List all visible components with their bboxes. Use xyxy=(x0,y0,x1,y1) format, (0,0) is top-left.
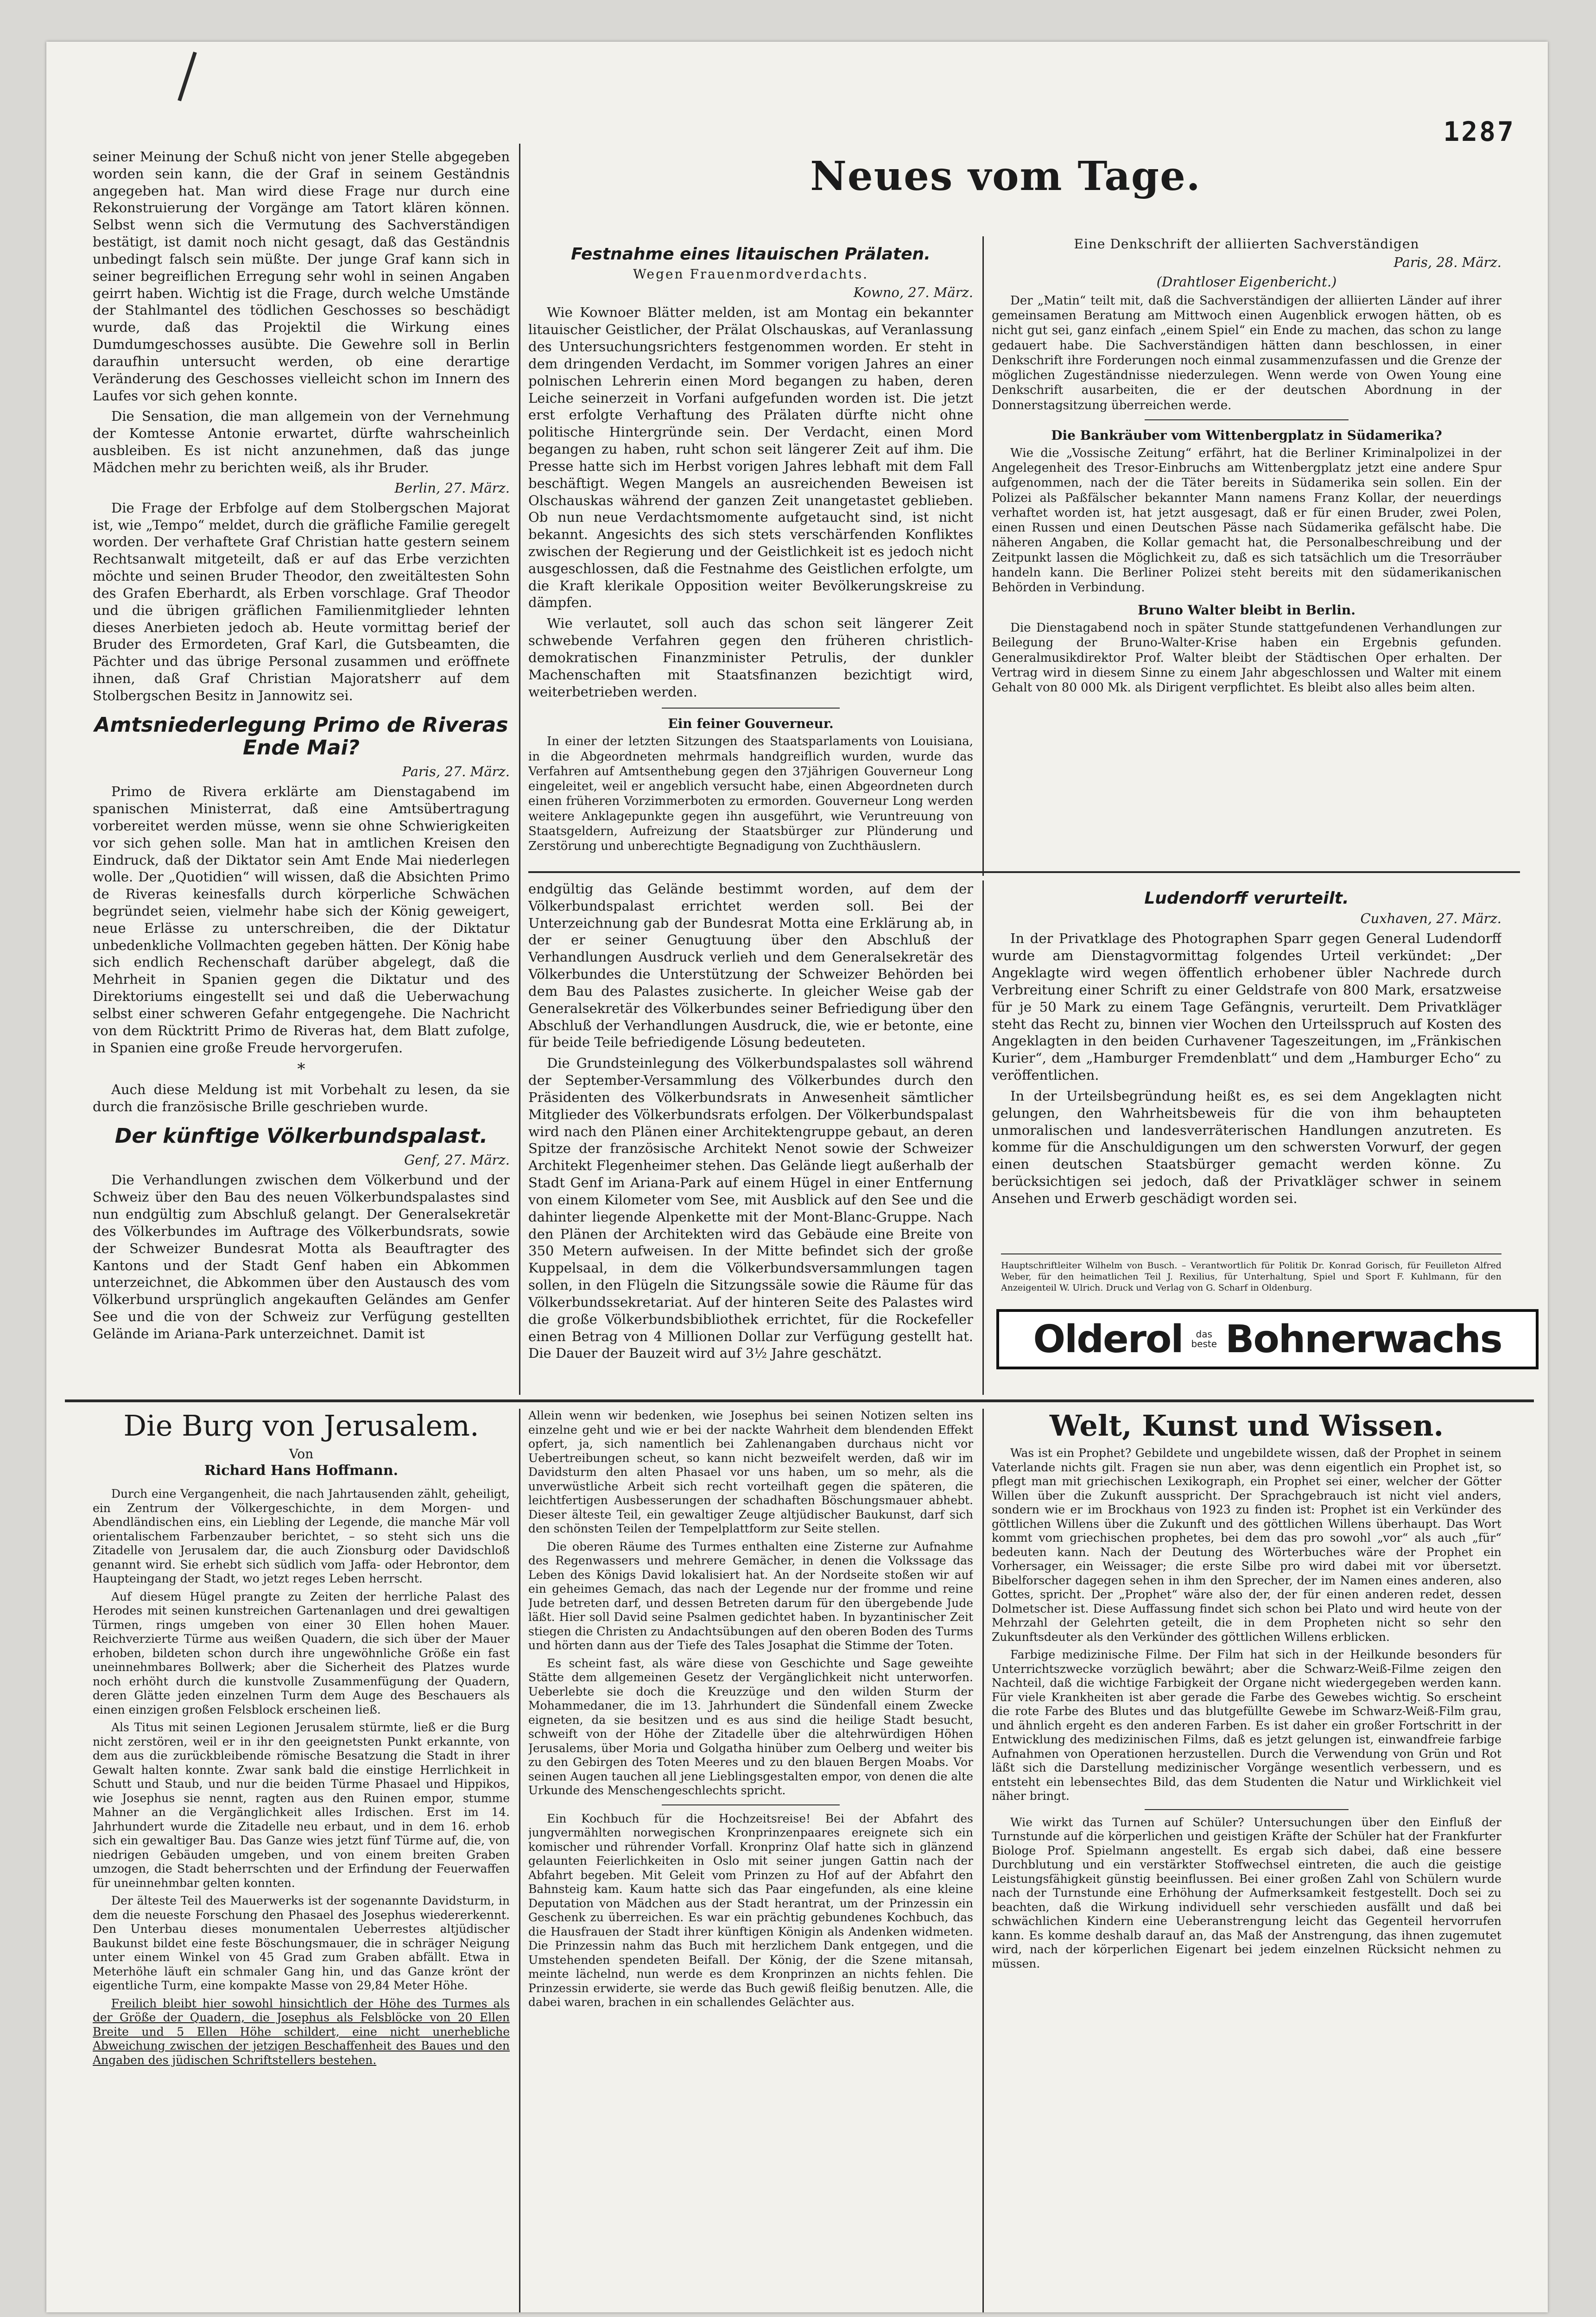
burg-column-2 xyxy=(528,1409,973,2312)
denkschrift-paragraph: Der „Matin“ teilt mit, daß die Sachverständigen der alliierten Länder auf ihrer gemeinsamen Beratung am Mittwoch einen Augenblick erwogen hätten, ob es nicht gut sei, ganz einfach „einem Spiel“ ein Ende zu machen, das schon zu lange gedauert habe. Die Sachverständigen hätten dann beschlossen, in einer Denkschrift ihre Forderungen noch einmal zusammenzufassen und die Grenze der möglichen Zugeständnisse niederzulegen. Wenn werde von Owen Young eine Denkschrift ausarbeiten, die er der deutschen Abordnung in der Donnerstagsitzung überreichen werde. xyxy=(992,294,1501,412)
ad-small-2: beste xyxy=(1191,1338,1217,1349)
bankraeuber-paragraph: Wie die „Vossische Zeitung“ erfährt, hat die Berliner Kriminalpolizei in der Angelegenheit des Tresor-Einbruchs am Wittenbergplatz jetzt eine andere Spur aufgenommen, nach der die Täter bereits in Südamerika sein sollen. Ein der Polizei als Paßfälscher bekannter Mann namens Franz Kollar, der neuerdings verhaftet worden ist, hat jetzt ausgesagt, daß er für einen Bruder, zwei Polen, einen Russen und einen Deutschen Pässe nach Südamerika gefälscht habe. Die näheren Angaben, die Kollar gemacht hat, die Personalbeschreibung und der Zeitpunkt lassen die Möglichkeit zu, daß es sich tatsächlich um die Tresorräuber handeln kann. Die Berliner Polizei steht bereits mit den südamerikanischen Behörden in Verbindung. xyxy=(992,446,1501,595)
column-rule-4 xyxy=(519,1409,520,2312)
advertisement-olderol xyxy=(996,1309,1539,1369)
headline-ludendorff: Ludendorff verurteilt. xyxy=(1144,889,1349,908)
neues-masthead-box xyxy=(528,153,1483,232)
headline-bankraeuber: Die Bankräuber vom Wittenbergplatz in Südamerika? xyxy=(1051,427,1442,443)
burg-column-1 xyxy=(93,1409,510,2312)
column-rule-2 xyxy=(982,236,984,876)
voelkerbund-paragraph-1: Die Verhandlungen zwischen dem Völkerbund und der Schweiz über den Bau des neuen Völkerbundspalastes sind nun endgültig zum Abschluß gelangt. Der Generalsekretär des Völkerbundes im Auftrage des Völkerbundsrats, sowie der Schweizer Bundesrat Motta als Beauftragter des Kantons und der Stadt Genf haben ein Abkommen unterzeichnet, die Abkommen über den Austausch des vom Völkerbund ursprünglich angekauften Geländes am Genfer See und die von der Schweiz zur Verfügung gestellten Gelände im Ariana-Park unterzeichnet. Damit ist xyxy=(93,1172,510,1342)
dateline-paris: Paris, 27. März. xyxy=(402,764,510,780)
burg-paragraph-2: Auf diesem Hügel prangte zu Zeiten der herrliche Palast des Herodes mit seinen kunstreichen Gartenanlagen und drei gewaltigen Türmen, rings umgeben von einer 30 Ellen hohen Mauer. Reichverzierte Türme aus weißen Quadern, die sich über der Mauer erhoben, bildeten schon durch ihre ungewöhnliche Größe ein fast uneinnehmbares Bollwerk; aber die Sicherheit des Platzes wurde noch erhöht durch die kunstvolle Zusammenfügung der Quadern, deren Glätte jeden einzelnen Turm dem Auge des Beschauers als einen einzigen großen Felsblock erscheinen ließ. xyxy=(93,1589,510,1716)
section-rule xyxy=(528,871,1520,873)
dateline-kowno: Kowno, 27. März. xyxy=(853,285,973,301)
headline-welt-kunst-wissen: Welt, Kunst und Wissen. xyxy=(1049,1409,1444,1443)
burg-paragraph-6: Allein wenn wir bedenken, wie Josephus bei seinen Notizen selten ins einzelne geht und wie er bei der nackte Wahrheit dem blendenden Effekt opfert, ja, sich namentlich bei Zahlenangaben durchaus nicht vor Uebertreibungen scheut, so kann nicht bezweifelt werden, daß wir im Davidsturm den alten Phasael vor uns haben, um so mehr, als die unverwüstliche Arbeit sich recht vorteilhaft gegen die späteren, die leichtfertigen Ausbesserungen der schadhaften Böschungsmauer abhebt. Dieser älteste Teil, ein gewaltiger Zeuge altjüdischer Baukunst, darf sich den schönsten Teilen der Tempelplattform zur Seite stellen. xyxy=(528,1409,973,1535)
dateline-genf: Genf, 27. März. xyxy=(404,1152,510,1168)
ad-small-text xyxy=(1191,1329,1217,1349)
welt-paragraph-prophet: Was ist ein Prophet? Gebildete und ungebildete wissen, daß der Prophet in seinem Vaterlande nichts gilt. Fragen sie nun aber, was denn eigentlich ein Prophet ist, so pflegt man mit griechischen Lexikograph, ein Prophet sei einer, welcher der Götter Willen über die Zukunft ausspricht. Der Sprachgebrauch ist nicht viel anders, sondern wie er im Brockhaus von 1923 zu finden ist: Prophet ist ein Verkünder des göttlichen Willens über die Zukunft und des göttlichen Willens überhaupt. Das Wort kommt vom griechischen prophetes, bei dem das pro sowohl „vor“ als auch „für“ bedeuten kann. Nach der Deutung des Wörterbuches wäre der Prophet ein Vorhersager, ein Weissager; die erste Silbe pro wird dabei mit vor übersetzt. Bibelforscher dagegen sehen in ihm den Sprecher, der im Namen eines anderen, also Gottes, spricht. Der „Prophet“ wäre also der, der für einen anderen redet, dessen Dolmetscher ist. Diese Auffassung findet sich schon bei Plato und wird heute von der Mehrzahl der Gelehrten geteilt, die in dem Propheten nicht so sehr den Zukunftsdeuter als den Verkünder des göttlichen Willens erblicken. xyxy=(992,1446,1501,1644)
newspaper-page xyxy=(46,42,1548,2312)
headline-gouverneur: Ein feiner Gouverneur. xyxy=(668,716,834,732)
divider xyxy=(662,1804,840,1805)
headline-voelkerbund: Der künftige Völkerbundspalast. xyxy=(114,1124,488,1148)
headline-primo: Amtsniederlegung Primo de Riveras Ende Mai? xyxy=(94,713,508,760)
ludendorff-paragraph-2: In der Urteilsbegründung heißt es, es sei dem Angeklagten nicht gelungen, den Wahrheitsbeweis für die von ihm behaupteten unmoralischen und landesverräterischen Handlungen anzutreten. Es komme für die Anschuldigungen um den schwersten Vorwurf, der gegen einen deutschen Staatsbürger gemacht werden könne. Zu berücksichtigen sei jedoch, daß der Privatkläger schwer in seinem Ansehen und Erwerb geschädigt worden sei. xyxy=(992,1088,1501,1206)
praelat-paragraph-1: Wie Kownoer Blätter melden, ist am Montag ein bekannter litauischer Geistlicher, der Prälat Olschauskas, auf Veranlassung des Untersuchungsrichters festgenommen worden. Er steht in dem dringenden Verdacht, im Sommer vorigen Jahres an einer polnischen Lehrerin einen Mord begangen zu haben, deren Leiche seinerzeit in Vorfani aufgefunden worden ist. Die jetzt erst erfolgte Verhaftung des Prälaten dürfte nicht ohne politische Hintergründe sein. Der Verdacht, einen Mord begangen zu haben, ruht schon seit längerer Zeit auf ihm. Die Presse hatte sich im Herbst vorigen Jahres lebhaft mit dem Fall beschäftigt. Wegen Mangels an ausreichenden Beweisen ist Olschauskas während der ganzen Zeit unangetastet geblieben. Ob nun neue Verdachtsmomente aufgetaucht sind, ist nicht bekannt. Angesichts des sich stets verschärfenden Konfliktes zwischen der Regierung und der Geistlichkeit ist es jedoch nicht ausgeschlossen, daß die Festnahme des Geistlichen erfolgte, um die Kraft klerikale Opposition weiter Bevölkerungskreise zu dämpfen. xyxy=(528,304,973,611)
divider xyxy=(1145,1809,1349,1810)
burg-paragraph-1: Durch eine Vergangenheit, die nach Jahrtausenden zählt, geheiligt, ein Zentrum der Völkergeschichte, in dem Morgen- und Abendländischen eins, ein Liebling der Legende, die manche Mär voll orientalischem Farbenzauber berichtet, – so steht sich uns die Zitadelle von Jerusalem dar, die auch Zionsburg oder Davidschloß genannt wird. Sie erhebt sich südlich vom Jaffa- oder Hebrontor, dem Haupteingang der Stadt, wo jetzt reges Leben herrscht. xyxy=(93,1487,510,1585)
column-rule-5 xyxy=(982,1409,984,2312)
ad-small-1: das xyxy=(1196,1329,1212,1340)
kochbuch-paragraph: Ein Kochbuch für die Hochzeitsreise! Bei der Abfahrt des jungvermählten norwegischen Kronprinzenpaares ereignete sich ein komischer und rührender Vorfall. Kronprinz Olaf hatte sich in glänzend gelaunten Feierlichkeiten in Oslo mit seiner jungen Gattin nach der Abfahrt begeben. Mit Geleit vom Prinzen zu Hof auf der Abfahrt den Bahnsteig kam. Kaum hatte sich das Paar eingefunden, als eine kleine Deputation von Mädchen aus der Stadt herantrat, um der Prinzessin ein Geschenk zu überreichen. Es war ein prächtig gebundenes Kochbuch, das die Hausfrauen der Stadt ihrer künftigen Königin als Andenken widmeten. Die Prinzessin nahm das Buch mit herzlichem Dank entgegen, und die Umstehenden spendeten Beifall. Der König, der die Szene mitansah, meinte lächelnd, nun werde es dem Kronprinzen an nichts fehlen. Die Prinzessin erwiderte, sie werde das Buch gewiß fleißig benutzen. Alle, die dabei waren, brachen in ein schallendes Gelächter aus. xyxy=(528,1811,973,2009)
middle-column-top xyxy=(528,236,973,867)
ad-product: Bohnerwachs xyxy=(1225,1317,1502,1361)
byline-von: Von xyxy=(289,1446,314,1462)
section-masthead: Neues vom Tage. xyxy=(810,153,1201,200)
welt-paragraph-filme: Farbige medizinische Filme. Der Film hat sich in der Heilkunde besonders für Unterrichtszwecke vorzüglich bewährt; aber die Schwarz-Weiß-Filme zeigen den Nachteil, daß die wichtige Farbigkeit der Organe nicht wiedergegeben werden kann. Für viele Krankheiten ist aber gerade die Farbe des Gewebes wichtig. So erscheint die rote Farbe des Blutes und das blutgefüllte Gewebe im Schwarz-Weiß-Film grau, und ähnlich ergeht es den anderen Farben. Es ist daher ein großer Fortschritt in der Entwicklung des medizinischen Films, daß es jetzt gelungen ist, einwandfreie farbige Aufnahmen von Operationen herzustellen. Durch die Verwendung von Grün und Rot läßt sich die Darstellung medizinischer Vorgänge wesentlich verbessern, und es entsteht ein lebensechtes Bild, das dem Studenten die Natur und Wirklichkeit viel näher bringt. xyxy=(992,1648,1501,1803)
primo-paragraph-1: Primo de Rivera erklärte am Dienstagabend im spanischen Ministerrat, daß eine Amtsübertragung vorbereitet werden müsse, wenn sie ohne Schwierigkeiten vor sich gehen solle. Man hat in amtlichen Kreisen den Eindruck, daß der Diktator sein Amt Ende Mai niederlegen wolle. Der „Quotidien“ will wissen, daß die Absichten Primo de Riveras keinesfalls durch körperliche Schwächen begründet seien, vielmehr habe sich der König geweigert, neue Erlässe zu unterschreiben, die der Diktatur unbedenkliche Vollmachten gegeben hätten. Der König habe sich endlich Rechenschaft darüber abgelegt, daß die Mehrheit in Spanien gegen die Diktatur und des Direktoriums eingestellt sei und daß die Ueberwachung selbst einer schweren Gefahr entgegengehe. Die Nachricht von dem Rücktritt Primo de Riveras hat, dem Blatt zufolge, in Spanien eine große Freude hervorgerufen. xyxy=(93,784,510,1056)
dateline-cuxhaven: Cuxhaven, 27. März. xyxy=(1360,911,1501,927)
right-column-lower xyxy=(992,880,1501,1274)
column-rule-3 xyxy=(982,880,984,1395)
headline-burg: Die Burg von Jerusalem. xyxy=(123,1409,479,1443)
praelat-subtitle: Wegen Frauenmordverdachts. xyxy=(633,266,868,282)
ludendorff-paragraph-1: In der Privatklage des Photographen Sparr gegen General Ludendorff wurde am Dienstagvormittag folgendes Urteil verkündet: „Der Angeklagte wird wegen öffentlich erhobener übler Nachrede durch Verbreitung einer Schrift zu einer Geldstrafe von 800 Mark, ersatzweise für je 50 Mark zu einem Tage Gefängnis, verurteilt. Dem Privatkläger steht das Recht zu, binnen vier Wochen den Urteilsspruch auf Kosten des Angeklagten in den beiden Curhavener Tageszeitungen, im „Fränkischen Kurier“, dem „Hamburger Fremdenblatt“ und dem „Hamburger Echo“ zu veröffentlichen. xyxy=(992,931,1501,1083)
dateline-berlin: Berlin, 27. März. xyxy=(394,480,510,496)
ad-brand: Olderol xyxy=(1033,1317,1183,1361)
primo-paragraph-2: Auch diese Meldung ist mit Vorbehalt zu lesen, da sie durch die französische Brille geschrieben wurde. xyxy=(93,1082,510,1115)
burg-paragraph-4: Der älteste Teil des Mauerwerks ist der sogenannte Davidsturm, in dem die neueste Forschung den Phasael des Josephus wiedererkennt. Den Unterbau dieses monumentalen Ueberrestes altjüdischer Baukunst bildet eine feste Böschungsmauer, die in schräger Neigung unter einem Winkel von 45 Grad zum Graben abfällt. Etwa in Meterhöhe läuft ein schmaler Gang hin, und das Ganze krönt der eigentliche Turm, eine kompakte Masse von 29,84 Meter Höhe. xyxy=(93,1894,510,1992)
page-number: 1287 xyxy=(1443,116,1515,147)
divider xyxy=(1145,419,1349,420)
welt-column xyxy=(992,1409,1501,2312)
feuilleton-rule xyxy=(65,1399,1534,1402)
burg-paragraph-7: Die oberen Räume des Turmes enthalten eine Zisterne zur Aufnahme des Regenwassers und mehrere Gemächer, in denen die Volkssage das Leben des Königs David lokalisiert hat. An der Nordseite stoßen wir auf ein geheimes Gemach, das nach der Legende nur der fromme und reine Jude betreten darf, und dessen Betreten darum für den übergebende Jude läßt. Hier soll David seine Psalmen gedichtet haben. In byzantinischer Zeit stiegen die Christen zu Andachtsübungen auf den oberen Boden des Turms und hörten dann aus der Tiefe des Tales Josaphat die Stimme der Toten. xyxy=(528,1539,973,1652)
column-rule-1 xyxy=(519,144,520,1395)
drahtlos-note: (Drahtloser Eigenbericht.) xyxy=(1156,274,1337,290)
stolberg-continued: seiner Meinung der Schuß nicht von jener Stelle abgegeben worden sein kann, die der Graf in seinem Geständnis angegeben hat. Man wird diese Frage nur durch eine Rekonstruierung der Vorgänge am Tatort klären können. Selbst wenn sich die Vermutung des Sachverständigen bestätigt, ist damit noch nicht gesagt, daß das Geständnis unbedingt falsch sein müßte. Der junge Graf kann sich in seiner begreiflichen Erregung sehr wohl in seinen Angaben geirrt haben. Wichtig ist die Frage, durch welche Umstände der Stahlmantel des tödlichen Geschosses so beschädigt wurde, daß das Projektil die Wirkung eines Dumdumgeschosses ausübte. Die Gewehre soll in Berlin daraufhin untersucht werden, ob eine derartige Veränderung des Geschosses vielleicht schon im Innern des Laufes vor sich gehen konnte. xyxy=(93,149,510,404)
scan-mark xyxy=(177,51,197,101)
voelkerbund-paragraph-2: endgültig das Gelände bestimmt worden, auf dem der Völkerbundspalast errichtet werden soll. Bei der Unterzeichnung gab der Bundesrat Motta eine Erklärung ab, in der er seiner Genugtuung über den Abschluß der Verhandlungen Ausdruck verlieh und dem Generalsekretär des Völkerbundes die Unterstützung der Schweizer Behörden bei dem Bau des Palastes zusicherte. In gleicher Weise gab der Generalsekretär des Völkerbundes seiner Befriedigung über den Abschluß der Verhandlungen Ausdruck, die, wie er betonte, eine für beide Teile befriedigende Lösung bedeuteten. xyxy=(528,881,973,1051)
imprint-rule xyxy=(1001,1253,1501,1254)
voelkerbund-paragraph-3: Die Grundsteinlegung des Völkerbundspalastes soll während der September-Versammlung des Völkerbundes durch den Präsidenten des Völkerbundsrats in Anwesenheit sämtlicher Mitglieder des Völkerbundsrats erfolgen. Der Völkerbundspalast wird nach den Plänen einer Architektengruppe gebaut, an deren Spitze der französische Architekt Nenot sowie der Schweizer Architekt Flegenheimer stehen. Das Gelände liegt außerhalb der Stadt Genf im Ariana-Park auf einem Hügel in einer Entfernung von einem Kilometer vom See, mit Ausblick auf den See und die dahinter liegende Alpenkette mit der Mont-Blanc-Gruppe. Nach den Plänen der Architekten wird das Gebäude eine Breite von 350 Metern aufweisen. In der Mitte befindet sich der große Kuppelsaal, in dem die Völkerbundsversammlungen tagen sollen, in den Flügeln die Sitzungssäle sowie die Räume für das Völkerbundssekretariat. Auf der hinteren Seite des Palastes wird die große Völkerbundsbibliothek errichtet, für die Rockefeller einen Betrag von 4 Millionen Dollar zur Verfügung gestellt hat. Die Dauer der Bauzeit wird auf 3½ Jahre geschätzt. xyxy=(528,1055,973,1361)
praelat-paragraph-2: Wie verlautet, soll auch das schon seit längerer Zeit schwebende Verfahren gegen den früheren christlich-demokratischen Finanzminister Petrulis, der dunkler Machenschaften mit Staatsfinanzen bezichtigt wird, weiterbetrieben werden. xyxy=(528,615,973,700)
right-column-top xyxy=(992,236,1501,876)
stolberg-paragraph-3: Die Frage der Erbfolge auf dem Stolbergschen Majorat ist, wie „Tempo“ meldet, durch die gräfliche Familie geregelt worden. Der verhaftete Graf Christian hatte gestern seinem Rechtsanwalt mitgeteilt, daß er auf das Erbe verzichten möchte und seinen Bruder Theodor, den zweitältesten Sohn des Grafen Eberhardt, als Erben vorschlage. Graf Theodor und die übrigen gräflichen Familienmitglieder lehnten dieses Anerbieten jedoch ab. Heute vormittag berief der Bruder des Ermordeten, Graf Karl, die Gutsbeamten, die Pächter und das übrige Personal zusammen und eröffnete ihnen, daß Graf Christian Majoratsherr auf dem Stolbergschen Besitz in Jannowitz sei. xyxy=(93,500,510,703)
middle-column-lower xyxy=(528,880,973,1395)
denkschrift-subtitle: Eine Denkschrift der alliierten Sachverständigen xyxy=(1074,236,1419,252)
headline-bruno-walter: Bruno Walter bleibt in Berlin. xyxy=(1138,602,1355,618)
burg-paragraph-5: Freilich bleibt hier sowohl hinsichtlich der Höhe des Turmes als der Größe der Quadern, die Josephus als Felsblöcke von 20 Ellen Breite und 5 Ellen Höhe schildert, eine nicht unerhebliche Abweichung zwischen der jetzigen Beschaffenheit des Baues und den Angaben des jüdischen Schriftstellers bestehen. xyxy=(93,1996,510,2067)
gouverneur-paragraph: In einer der letzten Sitzungen des Staatsparlaments von Louisiana, in die Abgeordneten mehrmals handgreiflich wurden, wurde das Verfahren auf Amtsenthebung gegen den 37jährigen Gouverneur Long eingeleitet, weil er angeblich versucht habe, einen Abgeordneten durch einen früheren Vorzimmerboten zu ermorden. Gouverneur Long werden weitere Anklagepunkte gegen ihn ausgeführt, wie Veruntreuung von Staatsgeldern, Aufreizung der Staatsbürger zur Plünderung und Zerstörung und unberechtigte Begnadigung von Zuchthäuslern. xyxy=(528,734,973,854)
divider xyxy=(662,708,840,709)
stolberg-paragraph-2: Die Sensation, die man allgemein von der Vernehmung der Komtesse Antonie erwartet, dürfte wahrscheinlich ausbleiben. Es ist nicht anzunehmen, daß das junge Mädchen mehr zu berichten weiß, als ihr Bruder. xyxy=(93,408,510,475)
byline-author: Richard Hans Hoffmann. xyxy=(204,1462,399,1479)
burg-paragraph-3: Als Titus mit seinen Legionen Jerusalem stürmte, ließ er die Burg nicht zerstören, weil er in ihr den geeignetsten Punkt erkannte, von dem aus die zurückbleibende römische Besatzung die Stadt in ihrer Gewalt halten konnte. Zwar sank bald die einstige Herrlichkeit in Schutt und Staub, und nur die beiden Türme Phasael und Hippikos, wie Josephus sie nennt, ragten aus den Ruinen empor, stumme Mahner an die Vergänglichkeit alles Irdischen. Erst im 14. Jahrhundert wurde die Zitadelle neu erbaut, und in dem 16. erhob sich ein gewaltiger Bau. Das Ganze wies jetzt fünf Türme auf, die, von niedrigen Gebäuden umgeben, und von einem breiten Graben umzogen, die Stadt beherrschten und der Erfindung der Feuerwaffen für uneinnehmbar gelten konnten. xyxy=(93,1721,510,1890)
dateline-paris-28: Paris, 28. März. xyxy=(1393,254,1501,270)
headline-praelat: Festnahme eines litauischen Prälaten. xyxy=(571,245,931,264)
imprint: Hauptschriftleiter Wilhelm von Busch. – Verantwortlich für Politik Dr. Konrad Gorisch, für Feuilleton Alfred Weber, für den heimatlichen Teil J. Rexilius, für Unterhaltung, Spiel und Sport F. Kuhlmann, für den Anzeigenteil W. Ulrich. Druck und Verlag von G. Scharf in Oldenburg. xyxy=(1001,1260,1501,1293)
separator-star: * xyxy=(297,1060,305,1079)
bruno-walter-paragraph: Die Dienstagabend noch in später Stunde stattgefundenen Verhandlungen zur Beilegung der Bruno-Walter-Krise haben ein Ergebnis gefunden. Generalmusikdirektor Prof. Walter bleibt der Städtischen Oper erhalten. Der Vertrag wird in diesem Sinne zu einem Jahr abgeschlossen und Walter mit einem Gehalt von 80 000 Mk. als Dirigent verpflichtet. Es bleibt also alles beim alten. xyxy=(992,621,1501,695)
welt-paragraph-turnen: Wie wirkt das Turnen auf Schüler? Untersuchungen über den Einfluß der Turnstunde auf die körperlichen und geistigen Kräfte der Schüler hat der Frankfurter Biologe Prof. Spielmann angestellt. Es ergab sich dabei, daß eine bessere Durchblutung und ein verstärkter Stoffwechsel eintreten, die auch die geistige Leistungsfähigkeit günstig beeinflussen. Bei einer großen Zahl von Schülern wurde nach der Turnstunde eine Erhöhung der Aufmerksamkeit festgestellt. Doch sei zu beachten, daß die Wirkung individuell sehr verschieden ausfällt und daß bei schwächlichen Kindern eine Ueberanstrengung leicht das Gegenteil hervorrufen kann. Es komme deshalb darauf an, das Maß der Anstrengung, das ihnen zugemutet wird, nach der körperlichen Eigenart bei jedem einzelnen Rücksicht nehmen zu müssen. xyxy=(992,1815,1501,1970)
burg-paragraph-8: Es scheint fast, als wäre diese von Geschichte und Sage geweihte Stätte dem allgemeinen Gesetz der Vergänglichkeit nicht unterworfen. Ueberlebte sie doch die Kreuzzüge und den wilden Sturm der Mohammedaner, die im 13. Jahrhundert die Sündenfall einem Zwecke eigneten, da sie besitzen und es aus sind die heilige Stadt besucht, schweift von der Höhe der Zitadelle über die altehrwürdigen Höhen Jerusalems, über Moria und Golgatha hinüber zum Oelberg und weiter bis zu den Gebirgen des Toten Meeres und zu den blauen Bergen Moabs. Vor seinen Augen tauchen all jene Lieblingsgestalten empor, von denen die alte Urkunde des Menschengeschlechts spricht. xyxy=(528,1656,973,1797)
left-column-top xyxy=(93,148,510,1390)
